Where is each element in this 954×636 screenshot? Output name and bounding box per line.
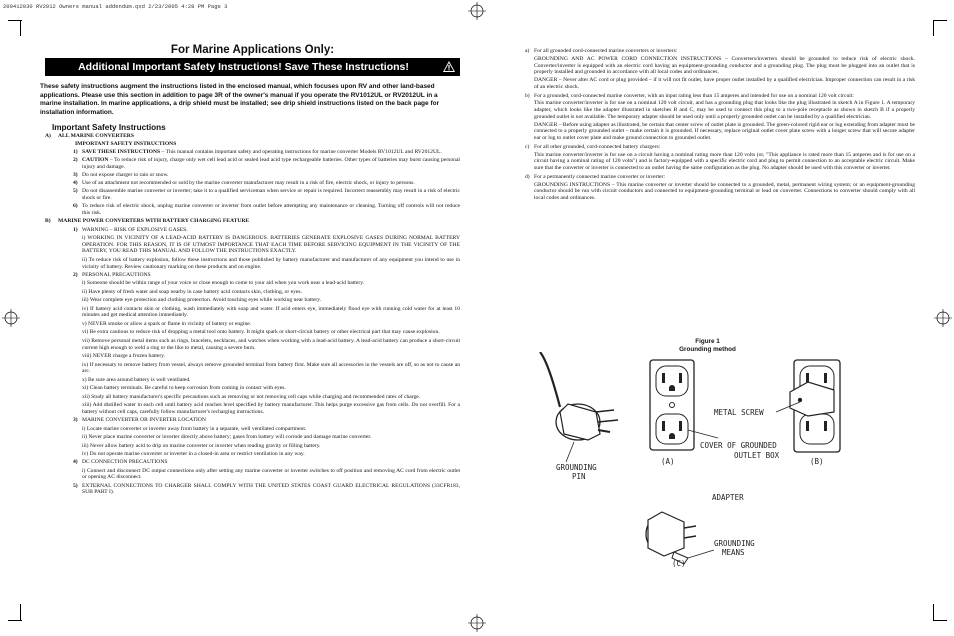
paragraph: This marine converter/inverter is for use on a circuit having a nominal rating more than 120 volts (or, "This appliance is rated more than 15 amperes and is for use on a circuit having a nominal rating of 120 volts") and is factory-equipped with a specific electric cord and plug to permit connection to an acceptable electric circuit. Make sure that the converter or inverter is connected to an outlet having the same configuration as the plug. No adapter should be used with this converter or inverter.: [534, 151, 915, 172]
item-text: – To reduce risk of injury, charge only wet cell lead acid or sealed lead acid type rechargeable batteries. Other types of batteries may burst causing personal injury and damage.: [82, 157, 460, 170]
label-c: (C): [672, 559, 686, 567]
label-grounding: GROUNDING: [556, 463, 597, 472]
list-item: [45, 459, 460, 466]
paragraph: ii) To reduce risk of battery explosion, follow these instructions and those published by battery manufacturer and manufacturer of any equipment you intend to use in vicinity of battery. Review cautionary marking on these products and on engine.: [82, 256, 460, 270]
crop-mark: [8, 20, 22, 21]
label-a: (A): [661, 457, 675, 466]
label-adapter: ADAPTER: [712, 493, 744, 502]
label-b: (B): [810, 457, 824, 466]
paragraph: xii) Study all battery manufacturer's specific precautions such as removing or not removing cell caps while charging and recommended rates of charge.: [82, 393, 421, 400]
item-number: 4): [73, 180, 78, 187]
left-column: [40, 44, 460, 496]
item-text: DC CONNECTION PRECAUTIONS: [82, 459, 168, 466]
item-number: 5): [73, 188, 78, 195]
section-subtitle: IMPORTANT SAFETY INSTRUCTIONS: [75, 141, 177, 148]
paragraph: DANGER – Never alter AC cord or plug provided – if it will not fit outlet, have proper outlet installed by a qualified electrician. Improper connection can result in a risk of an electric shock.: [534, 77, 915, 90]
banner-text: Additional Important Safety Instructions! Save These Instructions!: [78, 61, 409, 73]
paragraph: GROUNDING AND AC POWER CORD CONNECTION INSTRUCTIONS – Converters/inverters should be grounded to reduce risk of electric shock. Converter/inverter is equipped with an electric cord having an equipment-grounding conductor and a grounding plug. The plug must be plugged into an outlet that is properly installed and grounded in accordance with all local codes and ordinances.: [534, 55, 915, 76]
registration-mark-icon: [468, 614, 486, 632]
item-lead: SAVE THESE INSTRUCTIONS: [82, 149, 161, 156]
label-means: MEANS: [722, 548, 745, 557]
item-text: For all other grounded, cord-connected battery chargers:: [534, 143, 661, 150]
item-number: 4): [73, 459, 78, 466]
crop-mark: [8, 620, 22, 621]
list-item: [45, 227, 460, 234]
item-number: 2): [73, 157, 78, 164]
item-lead: CAUTION: [82, 157, 109, 164]
item-label: b): [525, 92, 530, 99]
item-text: To reduce risk of electric shock, unplug marine converter or inverter from outlet before attempting any maintenance or cleaning. Turning off controls will not reduce this risk.: [82, 203, 460, 216]
item-number: 1): [73, 149, 78, 156]
list-item: [525, 144, 915, 151]
list-item: [525, 93, 915, 100]
right-column: [525, 46, 915, 202]
list-item: [45, 417, 460, 424]
paragraph: iv) Do not operate marine converter or inverter in a closed-in area or restrict ventilation in any way.: [82, 451, 305, 458]
list-item: [45, 157, 460, 170]
outlet-icon: [650, 360, 694, 450]
paragraph: viii) NEVER charge a frozen battery.: [82, 353, 166, 360]
crop-mark: [20, 604, 21, 620]
grounding-diagram: [538, 352, 868, 567]
figure-number: Figure 1: [695, 338, 720, 345]
section-label: A): [45, 133, 51, 140]
paragraph: x) Be sure area around battery is well ventilated.: [82, 376, 191, 383]
item-number: 6): [73, 203, 78, 210]
paragraph: xiii) Add distilled water in each cell until battery acid reaches level specified by battery manufacturer. This helps purge excessive gas from cells. Do not overfill. For a battery without cell caps, carefully follow manufacturer's recharging instructions.: [82, 402, 460, 416]
item-text: For a grounded, cord-connected marine converter, with an input rating less than 15 amperes and intended for use on a nominal 120 volt circuit:: [534, 92, 854, 99]
label-pin: PIN: [572, 472, 586, 481]
item-text: EXTERNAL CONNECTIONS TO CHARGER SHALL COMPLY WITH THE UNITED STATES COAST GUARD ELECTRICAL REGULATIONS (33CFR183, SUB PART I).: [82, 482, 460, 496]
item-label: c): [525, 143, 530, 150]
section-b: [45, 218, 460, 496]
paragraph: vi) Be extra cautious to reduce risk of dropping a metal tool onto battery. It might spark or short-circuit battery or other electrical part that may cause explosion.: [82, 329, 440, 336]
item-number: 2): [73, 271, 78, 278]
paragraph: iii) Wear complete eye protection and clothing protection. Avoid touching eyes while working near battery.: [82, 297, 322, 304]
item-text: MARINE CONVERTER OR INVERTER LOCATION: [82, 417, 206, 424]
item-text: – This manual contains important safety and operating instructions for marine converter Models RV1012UL and RV2012UL.: [160, 149, 442, 156]
paragraph: v) NEVER smoke or allow a spark or flame in vicinity of battery or engine.: [82, 320, 252, 327]
registration-mark-icon: [934, 309, 952, 327]
paragraph: iv) If battery acid contacts skin or clothing, wash immediately with soap and water. If acid enters eye, immediately flood eye with running cold water for at least 10 minutes and get medical attention immediately.: [82, 305, 460, 319]
item-text: Do not expose charger to rain or snow.: [82, 172, 169, 179]
list-item: [45, 172, 460, 179]
crop-mark: [933, 20, 947, 21]
paragraph: GROUNDING INSTRUCTIONS – This marine converter or inverter should be connected to a grounded, metal, permanent wiring system; or an equipment-grounding conductor should be run with circuit conductors and connected to equipment-grounding terminal or lead on converter. Connections to converter should comply with all local codes and ordinances.: [534, 181, 915, 202]
registration-mark-icon: [468, 2, 486, 20]
grounding-figure: [538, 352, 868, 567]
list-item: [45, 203, 460, 216]
list-item: [525, 48, 915, 55]
page-title: For Marine Applications Only:: [170, 44, 335, 56]
list-item: [45, 188, 460, 201]
item-text: For a permanently connected marine converter or inverter:: [534, 173, 665, 180]
crop-mark: [933, 20, 934, 36]
warning-triangle-icon: [442, 60, 456, 73]
paragraph: vii) Remove personal metal items such as rings, bracelets, necklaces, and watches when working with a lead-acid battery. A lead-acid battery can produce a short-circuit current high enough to weld a ring or the like to metal, causing a severe burn.: [82, 337, 460, 351]
cord-line: [540, 352, 560, 407]
registration-mark-icon: [2, 309, 20, 327]
item-number: 1): [73, 226, 78, 233]
paragraph: i) WORKING IN VICINITY OF A LEAD-ACID BATTERY IS DANGEROUS. BATTERIES GENERATE EXPLOSIVE GASES DURING NORMAL BATTERY OPERATION. FOR THIS REASON, IT IS OF UTMOST IMPORTANCE THAT EACH TIME BEFORE SERVICING EQUIPMENT IN THE VICINITY OF THE BATTERY, YOU READ THIS MANUAL AND FOLLOW THE INSTRUCTIONS EXACTLY.: [82, 235, 460, 255]
crop-mark: [20, 20, 21, 36]
item-text: PERSONAL PRECAUTIONS: [82, 271, 151, 278]
intro-paragraph: These safety instructions augment the instructions listed in the enclosed manual, which focuses upon RV and other land-based applications. Please use this section in addition to page 3R of the owner's manual if you operate the RV1012UL or RV2012UL in a marine installation. In marine applications, a drip shield must be installed; see drip shield instructions listed on the back page for installation information.: [40, 83, 440, 116]
safety-banner: [45, 58, 460, 76]
label-cover: COVER OF GROUNDED: [700, 441, 777, 450]
item-number: 3): [73, 417, 78, 424]
label-metal-screw: METAL SCREW: [714, 408, 764, 417]
figure-title: Grounding method: [679, 346, 736, 353]
paragraph: ix) If necessary to remove battery from vessel, always remove grounded terminal from battery first. Make sure all accessories in the vessels are off, so as not to cause an arc.: [82, 361, 460, 375]
list-item: [45, 272, 460, 279]
crop-mark: [933, 620, 947, 621]
list-item: [45, 483, 460, 496]
outlet-b-icon: [790, 360, 840, 452]
paragraph: i) Locate marine converter or inverter away from battery in a separate, well ventilated compartment.: [82, 425, 307, 432]
item-text: Do not disassemble marine converter or inverter; take it to a qualified serviceman when service or repair is required. Incorrect reassembly may result in a risk of electric shock or fire.: [82, 188, 460, 201]
list-item: [45, 149, 460, 156]
label-grounding-2: GROUNDING: [714, 539, 755, 548]
paragraph: ii) Never place marine converter or inverter directly above battery; gases from battery will corrode and damage marine converter.: [82, 434, 372, 441]
crop-mark: [933, 604, 934, 620]
adapter-c-icon: [646, 512, 696, 564]
section-label: B): [45, 218, 51, 225]
paragraph: iii) Never allow battery acid to drip on marine converter or inverter when reading gravity or filling battery.: [82, 442, 321, 449]
list-item: [45, 180, 460, 187]
paragraph: DANGER – Before using adapter as illustrated, be certain that center screw of outlet plate is grounded. The green-colored rigid ear or lug extending from adapter must be connected to a properly grounded outlet – make certain it is grounded. If necessary, replace original outlet cover plate screw with a longer screw that will secure adapter ear or lug to outlet cover plate and make ground connection to grounded outlet.: [534, 121, 915, 142]
item-number: 3): [73, 172, 78, 179]
paragraph: This marine converter/inverter is for use on a nominal 120 volt circuit, and has a grounding plug that looks like the plug illustrated in sketch A in Figure 1. A temporary adapter, which looks like the adapter illustrated in sketches B and C, may be used to connect this plug to a two-pole receptacle as shown in sketch B if a properly grounded outlet is not available. The temporary adapter should be used only until a properly grounded outlet can be installed by a qualified electrician.: [534, 100, 915, 120]
item-text: Use of an attachment not recommended or sold by the marine converter manufacturer may result in a risk of fire, electric shock, or injury to persons.: [82, 180, 415, 187]
list-item: [525, 174, 915, 181]
paragraph: ii) Have plenty of fresh water and soap nearby in case battery acid contacts skin, clothing, or eyes.: [82, 288, 302, 295]
item-text: WARNING – RISK OF EXPLOSIVE GASES.: [82, 226, 188, 233]
label-outlet-box: OUTLET BOX: [734, 451, 780, 460]
section-title: ALL MARINE CONVERTERS: [58, 133, 134, 140]
file-header-line: 200412030 RV2012 Owners manual addendum.qxd 2/23/2005 4:28 PM Page 3: [3, 3, 228, 10]
item-number: 5): [73, 482, 78, 489]
item-label: d): [525, 173, 530, 180]
paragraph: i) Connect and disconnect DC output connections only after setting any marine converter or inverter switches to off position and removing AC cord from electric outlet or opening AC disconnect.: [82, 467, 460, 481]
section-a: [45, 133, 460, 216]
item-label: a): [525, 48, 530, 54]
plug-a-icon: [556, 404, 618, 440]
section-title: MARINE POWER CONVERTERS WITH BATTERY CHARGING FEATURE: [58, 218, 250, 225]
safety-heading: Important Safety Instructions: [52, 123, 166, 133]
item-text: For all grounded cord-connected marine converters or inverters:: [534, 48, 678, 54]
paragraph: xi) Clean battery terminals. Be careful to keep corrosion from coming in contact with eyes.: [82, 385, 286, 392]
paragraph: i) Someone should be within range of your voice or close enough to come to your aid when you work near a lead-acid battery.: [82, 280, 365, 287]
